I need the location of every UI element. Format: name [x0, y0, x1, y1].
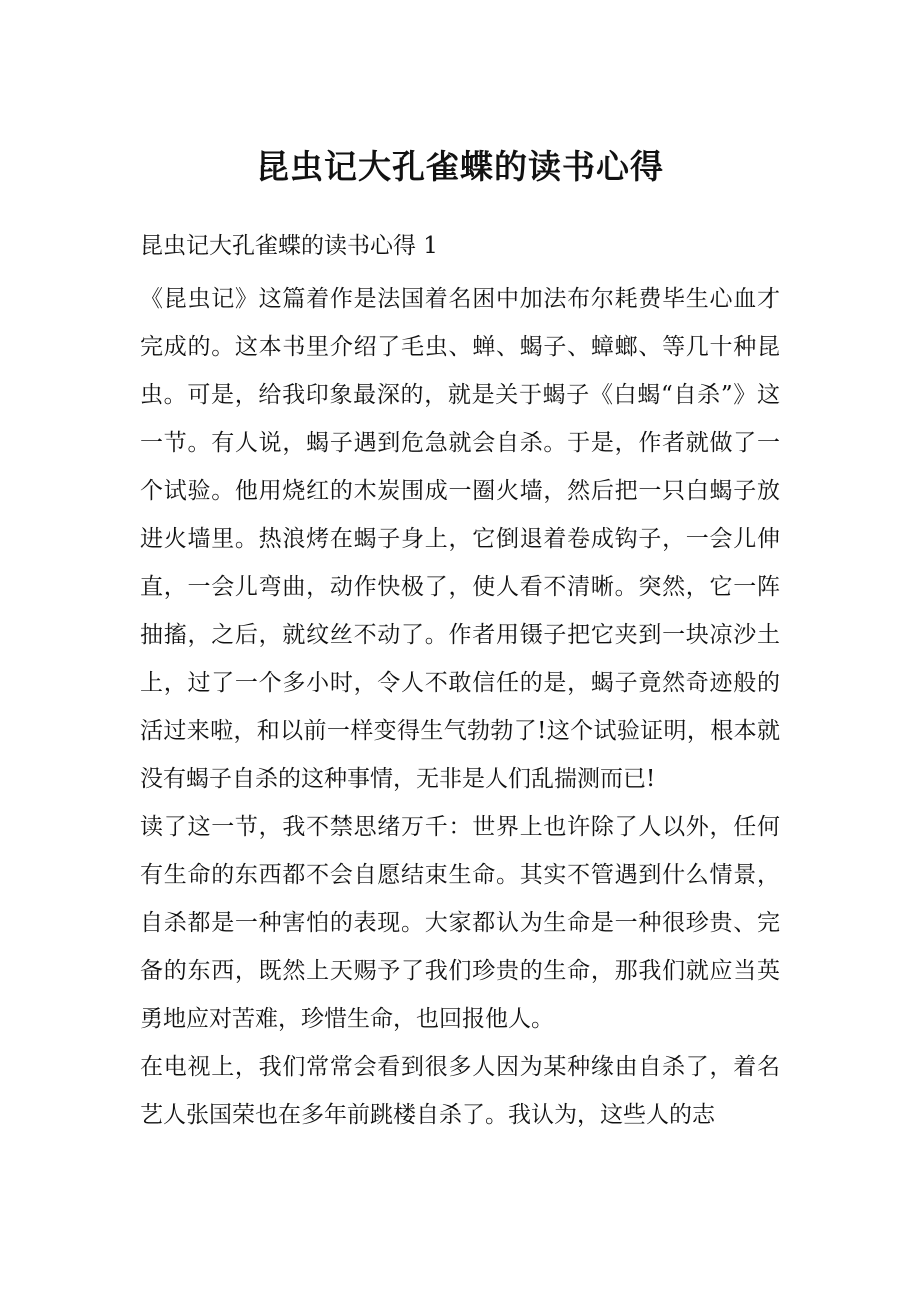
document-body — [140, 226, 780, 1139]
section-heading: 昆虫记大孔雀蝶的读书心得 1 — [140, 233, 438, 259]
paragraph-1: 《昆虫记》这篇着作是法国着名困中加法布尔耗费毕生心血才完成的。这本书里介绍了毛虫、蝉、蝎子、蟑螂、等几十种昆虫。可是，给我印象最深的，就是关于蝎子《白蝎“自杀”》这一节。有人说，蝎子遇到危急就会自杀。于是，作者就做了一个试验。他用烧红的木炭围成一圈火墙，然后把一只白蝎子放进火墙里。热浪烤在蝎子身上，它倒退着卷成钩子，一会儿伸直，一会儿弯曲，动作快极了，使人看不清晰。突然，它一阵抽搐，之后，就纹丝不动了。作者用镊子把它夹到一块凉沙土上，过了一个多小时，令人不敢信任的是，蝎子竟然奇迹般的活过来啦，和以前一样变得生气勃勃了!这个试验证明，根本就没有蝎子自杀的这种事情，无非是人们乱揣测而已! — [140, 286, 780, 792]
paragraph-2: 读了这一节，我不禁思绪万千：世界上也许除了人以外，任何有生命的东西都不会自愿结束生命。其实不管遇到什么情景，自杀都是一种害怕的表现。大家都认为生命是一种很珍贵、完备的东西，既然上天赐予了我们珍贵的生命，那我们就应当英勇地应对苦难，珍惜生命，也回报他人。 — [140, 814, 780, 1032]
document-title: 昆虫记大孔雀蝶的读书心得 — [256, 147, 664, 186]
paragraph-3: 在电视上，我们常常会看到很多人因为某种缘由自杀了，着名艺人张国荣也在多年前跳楼自杀了。我认为，这些人的志 — [140, 1054, 780, 1128]
